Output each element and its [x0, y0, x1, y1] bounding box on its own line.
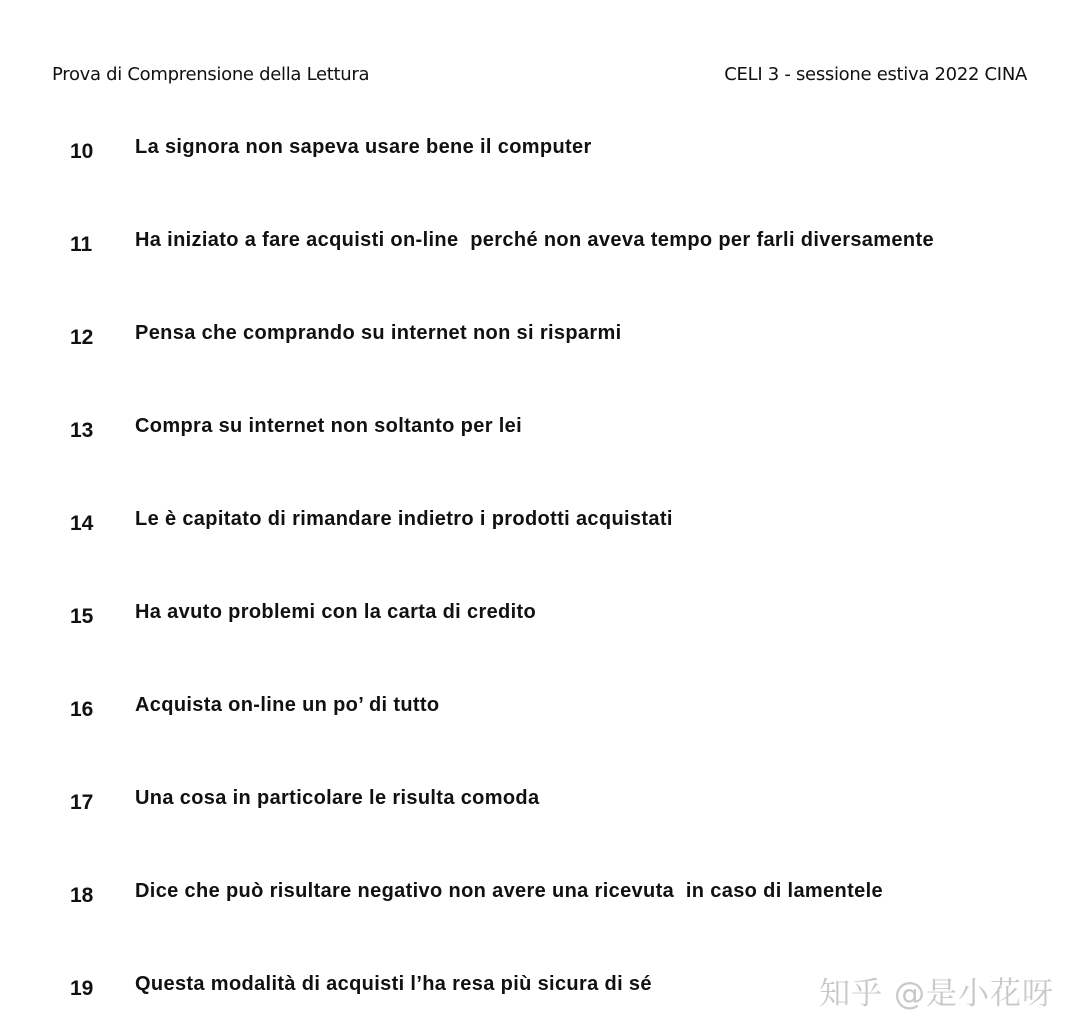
question-text: Le è capitato di rimandare indietro i prodotti acquistati: [135, 508, 673, 530]
question-text: Ha iniziato a fare acquisti on-line perché non aveva tempo per farli diversamente: [135, 229, 934, 251]
question-item: [0, 508, 1080, 538]
question-item: [0, 694, 1080, 724]
question-number: 19: [70, 977, 94, 1000]
question-item: [0, 601, 1080, 631]
header-session: CELI 3 - sessione estiva 2022 CINA: [724, 64, 1027, 85]
question-item: [0, 415, 1080, 445]
question-text: Compra su internet non soltanto per lei: [135, 415, 523, 437]
question-item: [0, 229, 1080, 259]
question-number: 11: [70, 233, 93, 256]
question-number: 15: [70, 605, 94, 628]
question-text: Acquista on-line un po’ di tutto: [135, 694, 440, 716]
question-number: 12: [70, 326, 94, 349]
question-text: Dice che può risultare negativo non avere una ricevuta in caso di lamentele: [135, 880, 883, 902]
question-number: 13: [70, 419, 94, 442]
question-item: [0, 136, 1080, 166]
question-number: 18: [70, 884, 94, 907]
question-number: 17: [70, 791, 94, 814]
question-text: Pensa che comprando su internet non si risparmi: [135, 322, 622, 344]
question-number: 10: [70, 140, 94, 163]
question-item: [0, 880, 1080, 910]
watermark: 知乎 @是小花呀: [819, 976, 1054, 1012]
question-item: [0, 787, 1080, 817]
header-title: Prova di Comprensione della Lettura: [52, 64, 370, 85]
question-text: Questa modalità di acquisti l’ha resa più sicura di sé: [135, 973, 652, 995]
question-text: Una cosa in particolare le risulta comoda: [135, 787, 540, 809]
question-number: 14: [70, 512, 94, 535]
question-text: La signora non sapeva usare bene il computer: [135, 136, 592, 158]
question-item: [0, 322, 1080, 352]
question-number: 16: [70, 698, 94, 721]
question-text: Ha avuto problemi con la carta di credito: [135, 601, 537, 623]
